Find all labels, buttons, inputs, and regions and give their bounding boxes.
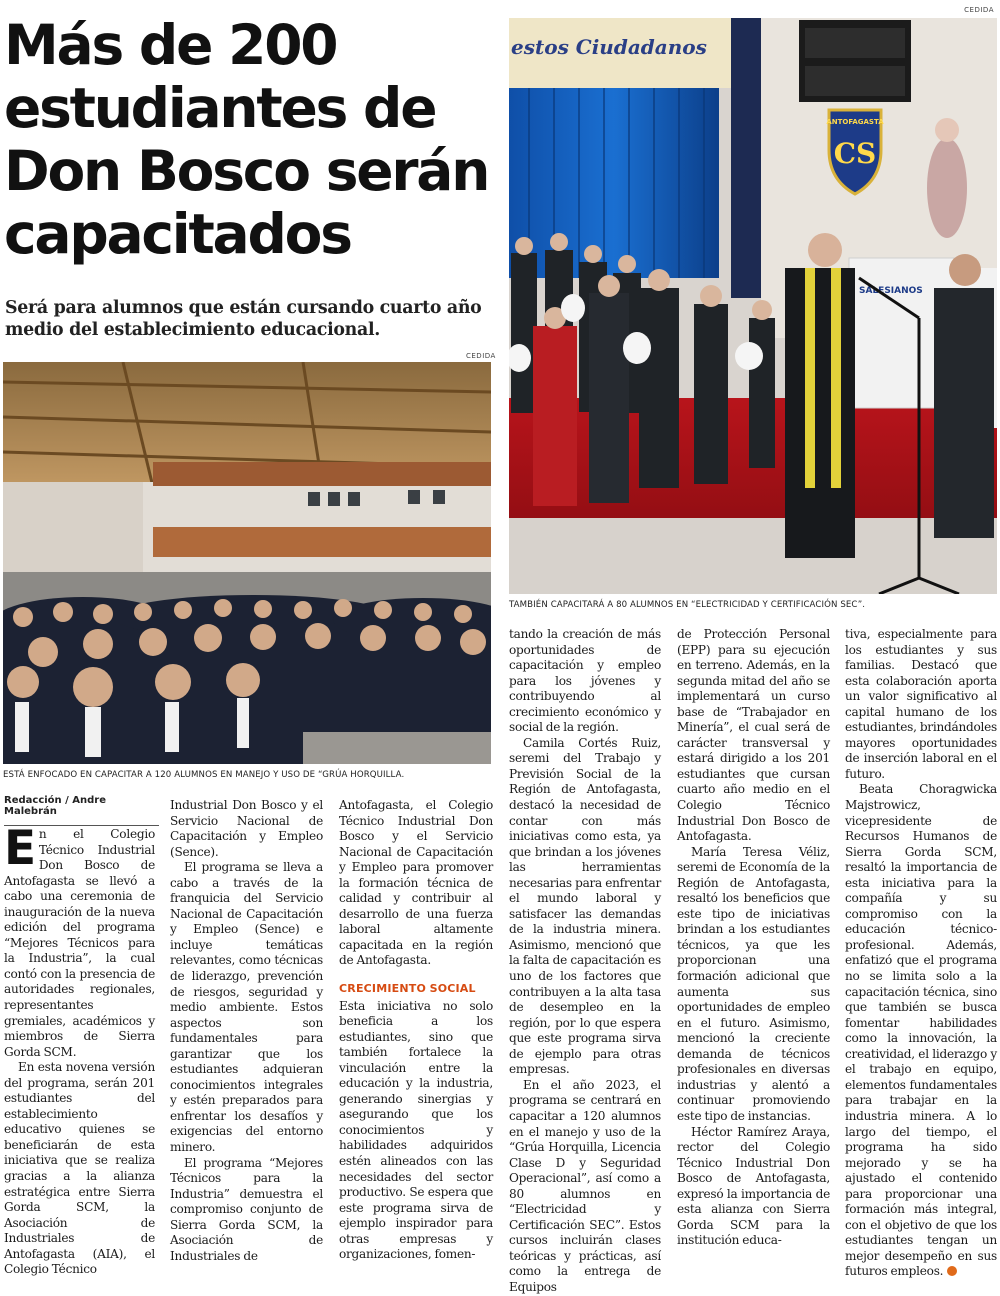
- photo-caption-right: TAMBIÉN CAPACITARÁ A 80 ALUMNOS EN “ELECTRICIDAD Y CERTIFICACIÓN SEC”.: [509, 600, 866, 610]
- photo-credit-right: CEDIDA: [964, 6, 994, 14]
- byline: Redacción / Andre Malebrán: [4, 795, 159, 826]
- photo-auditorium-image: [3, 362, 491, 764]
- article-column-5: [677, 627, 830, 1249]
- photo-auditorium: [3, 362, 491, 764]
- article-column-3: [339, 798, 493, 1263]
- article-column-2: [170, 798, 323, 1264]
- paragraph: tiva, especialmente para los estudiantes y sus familias. Destacó que esta colaboración aporta un valor significativo al capital humano de los estudiantes, brindándoles mayores oportunidades de inserción laboral en el futuro.: [845, 627, 997, 781]
- paragraph: Industrial Don Bosco y el Servicio Nacional de Capacitación y Empleo (Sence).: [170, 798, 323, 859]
- paragraph: En el año 2023, el programa se centrará en capacitar a 120 alumnos en el manejo y uso de la “Grúa Horquilla, Licencia Clase D y Seguridad Operacional”, así como a 80 alumnos en “Electricidad y Certificación SEC”. Estos cursos incluirán clases teóricas y prácticas, así como la entrega de Equipos: [509, 1077, 661, 1294]
- photo-caption-left: ESTÁ ENFOCADO EN CAPACITAR A 120 ALUMNOS EN MANEJO Y USO DE “GRÚA HORQUILLA.: [3, 770, 405, 780]
- subheadline: Será para alumnos que están cursando cuarto año medio del establecimiento educacional.: [5, 298, 482, 340]
- paragraph: Camila Cortés Ruiz, seremi del Trabajo y Previsión Social de la Región de Antofagasta, destacó la necesidad de contar con más iniciativas como esta, ya que brindan a los jóvenes las herramientas necesarias para enfrentar el mundo laboral y satisfacer las demandas de la industria minera. Asimismo, mencionó que la falta de capacitación es uno de los factores que contribuyen a la alta tasa de desempleo en la región, por lo que espera que este programa sirva de ejemplo para otras empresas.: [509, 735, 661, 1077]
- svg-text:CS: CS: [833, 137, 877, 170]
- banner-text: estos Ciudadanos: [511, 35, 707, 59]
- paragraph: El programa “Mejores Técnicos para la Industria” demuestra el compromiso conjunto de Sierra Gorda SCM, la Asociación de Industriales de: [170, 1155, 323, 1263]
- paragraph: Héctor Ramírez Araya, rector del Colegio Técnico Industrial Don Bosco de Antofagasta, expresó la importancia de esta alianza con Sierra Gorda SCM para la institución educa-: [677, 1124, 830, 1248]
- photo-ceremony-image: [509, 18, 997, 594]
- paragraph: tando la creación de más oportunidades de capacitación y empleo para los jóvenes y contribuyendo al crecimiento económico y social de la región.: [509, 627, 661, 735]
- drop-cap: E: [4, 821, 36, 876]
- section-heading: CRECIMIENTO SOCIAL: [339, 982, 476, 996]
- paragraph: El programa se lleva a cabo a través de la franquicia del Servicio Nacional de Capacitación y Empleo (Sence) e incluye temáticas relevantes, como técnicas de liderazgo, prevención de riesgos, seguridad y medio ambiente. Estos aspectos son fundamentales para garantizar que los estudiantes adquieran conocimientos integrales y estén preparados para enfrentar los desafíos y exigencias del entorno minero.: [170, 860, 323, 1155]
- crest-text: ANTOFAGASTA: [826, 118, 884, 126]
- paragraph: de Protección Personal (EPP) para su ejecución en terreno. Además, en la segunda mitad del año se implementará un curso base de “Trabajador en Minería”, el cual será de carácter transversal y estará dirigido a los 201 estudiantes que cursan cuarto año medio en el Colegio Técnico Industrial Don Bosco de Antofagasta.: [677, 627, 830, 844]
- article-column-6: [845, 627, 997, 1280]
- paragraph: Antofagasta, el Colegio Técnico Industrial Don Bosco y el Servicio Nacional de Capacitación y Empleo para promover la formación técnica de calidad y contribuir al desarrollo de una fuerza laboral altamente capacitada en la región de Antofagasta.: [339, 798, 493, 968]
- paragraph: Esta iniciativa no solo beneficia a los estudiantes, sino que también fortalece la vinculación entre la educación y la industria, generando sinergias y asegurando que los conocimientos y habilidades adquiridos estén alineados con las necesidades del sector productivo. Se espera que este programa sirva de ejemplo inspirador para otras empresas y organizaciones, fomen-: [339, 998, 493, 1262]
- paragraph: En el Colegio Técnico Industrial Don Bosco de Antofagasta se llevó a cabo una ceremonia de inauguración de la nueva edición del programa “Mejores Técnicos para la Industria”, la cual contó con la presencia de autoridades regionales, representantes gremiales, académicos y miembros de Sierra Gorda SCM.: [4, 821, 155, 1059]
- paragraph: María Teresa Véliz, seremi de Economía de la Región de Antofagasta, resaltó los beneficios que este tipo de iniciativas brindan a los estudiantes técnicos, ya que les proporcionan una formación adicional que aumenta sus oportunidades de empleo en el futuro. Asimismo, mencionó la creciente demanda de técnicos profesionales en diversas industrias y alentó a continuar promoviendo este tipo de instancias.: [677, 844, 830, 1123]
- paragraph: En esta novena versión del programa, serán 201 estudiantes del establecimiento educativo quienes se beneficiarán de esta iniciativa que se realiza gracias a la alianza estratégica entre Sierra Gorda SCM, la Asociación de Industriales de Antofagasta (AIA), el Colegio Técnico: [4, 1060, 155, 1277]
- photo-ceremony: [509, 18, 997, 594]
- photo-credit-left: CEDIDA: [466, 352, 496, 360]
- headline: Más de 200 estudiantes de Don Bosco serán capacitados: [4, 13, 489, 266]
- article-column-4: [509, 627, 661, 1296]
- end-mark-icon: [947, 1266, 957, 1276]
- paragraph: Beata Choragwicka Majstrowicz, vicepresidente de Recursos Humanos de Sierra Gorda SCM, resaltó la importancia de esta iniciativa para la compañía y su compromiso con la educación técnico-profesional. Además, enfatizó que el programa no se limita solo a la capacitación técnica, sino que también se busca fomentar habilidades como la innovación, la creatividad, el liderazgo y el trabajo en equipo, elementos fundamentales para trabajar en la industria minera. A lo largo del tiempo, el programa ha sido mejorado y se ha ajustado el contenido para proporcionar una formación más integral, con el objetivo de que los estudiantes tengan un mejor desempeño en sus futuros empleos.: [845, 782, 997, 1279]
- podium-text: SALESIANOS: [859, 286, 923, 296]
- article-column-1: [4, 821, 155, 1278]
